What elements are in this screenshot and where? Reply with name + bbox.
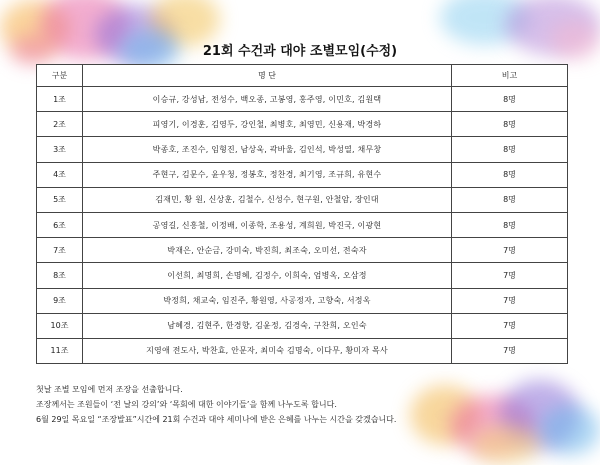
note-cell: 8명 <box>452 87 568 112</box>
names-cell: 박재은, 안순금, 강미숙, 박진희, 최조숙, 오미선, 전숙자 <box>83 238 452 263</box>
group-cell: 2조 <box>37 112 83 137</box>
names-cell: 박정희, 채교숙, 임진주, 황원영, 사공정자, 고향숙, 서정옥 <box>83 288 452 313</box>
table-row <box>37 162 568 187</box>
footer-notes <box>36 382 396 427</box>
group-cell: 1조 <box>37 87 83 112</box>
group-cell: 10조 <box>37 313 83 338</box>
names-cell: 공영길, 신흥철, 이정배, 이종학, 조용성, 계희원, 박진국, 이광현 <box>83 212 452 237</box>
header-names: 명 단 <box>83 65 452 87</box>
names-cell: 이선희, 최명희, 손명혜, 김정수, 이희숙, 엄병옥, 오삼정 <box>83 263 452 288</box>
footer-line: 첫날 조별 모임에 먼저 조장을 선출합니다. <box>36 385 183 394</box>
footer-line: 조장께서는 조원들이 ‘전 날의 강의’와 ‘목회에 대한 이야기들’을 함께 나누도록 합니다. <box>36 400 337 409</box>
names-cell: 남혜경, 김현주, 한경향, 김윤정, 김경숙, 구찬희, 오인숙 <box>83 313 452 338</box>
note-cell: 7명 <box>452 313 568 338</box>
names-cell: 피영기, 이경훈, 김영두, 강인철, 최병호, 최영민, 신용재, 박경하 <box>83 112 452 137</box>
table-row <box>37 212 568 237</box>
note-cell: 7명 <box>452 338 568 363</box>
group-cell: 8조 <box>37 263 83 288</box>
note-cell: 7명 <box>452 263 568 288</box>
note-cell: 7명 <box>452 288 568 313</box>
footer-line: 6월 29일 목요일 “조장발표”시간에 21회 수건과 대야 세미나에 받은 은혜를 나누는 시간을 갖겠습니다. <box>36 415 397 424</box>
names-cell: 김재민, 황 원, 신상훈, 김철수, 신성수, 현구원, 안철암, 장인대 <box>83 187 452 212</box>
note-cell: 8명 <box>452 187 568 212</box>
note-cell: 8명 <box>452 137 568 162</box>
table-row <box>37 137 568 162</box>
header-group: 구분 <box>37 65 83 87</box>
note-cell: 7명 <box>452 238 568 263</box>
names-cell: 이승규, 강성남, 전성수, 백오종, 고봉영, 홍주영, 이민호, 김원택 <box>83 87 452 112</box>
table-row <box>37 187 568 212</box>
table-row <box>37 112 568 137</box>
table-row <box>37 313 568 338</box>
group-cell: 9조 <box>37 288 83 313</box>
table-row <box>37 338 568 363</box>
page-title: 21회 수건과 대야 조별모임(수정) <box>202 44 398 59</box>
names-cell: 주현구, 김문수, 윤우청, 정봉호, 정찬경, 최기영, 조규희, 유현수 <box>83 162 452 187</box>
names-cell: 지영애 전도사, 박찬효, 안문자, 최미숙 김명숙, 이다무, 황미자 목사 <box>83 338 452 363</box>
table-row <box>37 238 568 263</box>
group-cell: 6조 <box>37 212 83 237</box>
note-cell: 8명 <box>452 112 568 137</box>
note-cell: 8명 <box>452 162 568 187</box>
group-cell: 3조 <box>37 137 83 162</box>
header-note: 비고 <box>452 65 568 87</box>
table-row <box>37 288 568 313</box>
table-header-row <box>37 65 568 87</box>
group-cell: 11조 <box>37 338 83 363</box>
group-cell: 4조 <box>37 162 83 187</box>
group-cell: 7조 <box>37 238 83 263</box>
table-row <box>37 263 568 288</box>
table-row <box>37 87 568 112</box>
group-cell: 5조 <box>37 187 83 212</box>
names-cell: 박종호, 조진수, 임형진, 남상욱, 곽바울, 김인석, 박성열, 채무창 <box>83 137 452 162</box>
note-cell: 8명 <box>452 212 568 237</box>
group-table <box>36 64 568 364</box>
